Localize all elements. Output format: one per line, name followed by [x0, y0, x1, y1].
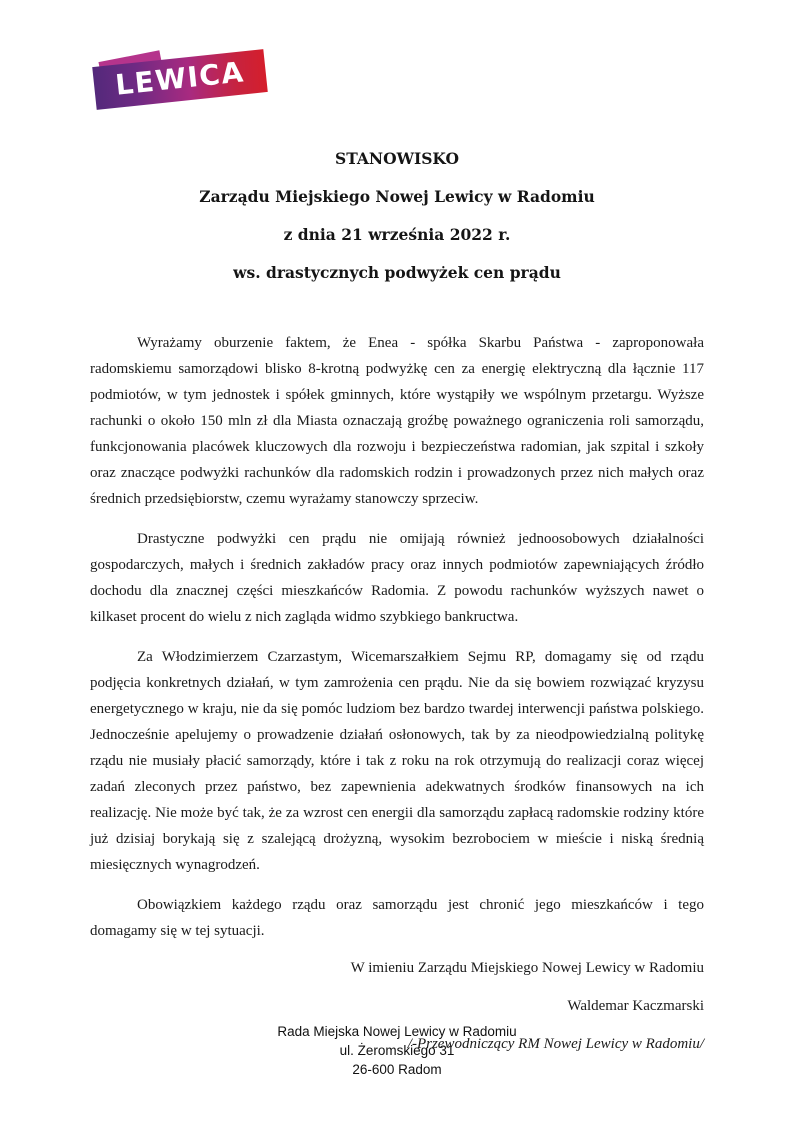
document-body	[90, 330, 704, 1072]
doc-subtitle-subject: ws. drastycznych podwyżek cen prądu	[233, 263, 561, 282]
signature-name: Waldemar Kaczmarski	[567, 998, 704, 1014]
signature-on-behalf: W imieniu Zarządu Miejskiego Nowej Lewicy w Radomiu	[350, 960, 704, 976]
doc-title: STANOWISKO	[335, 149, 459, 168]
footer-city: 26-600 Radom	[352, 1062, 442, 1077]
footer-street: ul. Żeromskiego 31	[339, 1043, 455, 1058]
lewica-logo-text: LEWICA	[113, 55, 247, 102]
footer-organization: Rada Miejska Nowej Lewicy w Radomiu	[277, 1024, 517, 1039]
lewica-logo	[88, 40, 283, 120]
doc-subtitle-date: z dnia 21 września 2022 r.	[283, 225, 511, 244]
paragraph-3: Za Włodzimierzem Czarzastym, Wicemarszałkiem Sejmu RP, domagamy się od rządu podjęcia konkretnych działań, w tym zamrożenia cen prądu. Nie da się bowiem rozwiązać kryzysu energetycznego w kraju, nie da się pomóc ludziom bez bardzo twardej interwencji państwa polskiego. Jednocześnie apelujemy o prowadzenie działań osłonowych, tak by za nieodpowiedzialną politykę rządu nie musiały płacić samorządy, które i tak z roku na rok otrzymują do realizacji coraz więcej zadań zleconych przez państwo, bez zapewnienia adekwatnych środków finansowych na ich realizację. Nie może być tak, że za wzrost cen energii dla samorządu zapłacą radomskie rodziny które już dzisiaj borykają się z szalejącą drożyzną, wysokim bezrobociem w mieście i niską średnią miesięcznych wynagrodzeń.	[90, 649, 704, 873]
signature-role: /-Przewodniczący RM Nowej Lewicy w Radomiu/	[407, 1036, 704, 1052]
paragraph-2: Drastyczne podwyżki cen prądu nie omijają również jednoosobowych działalności gospodarczych, małych i średnich zakładów pracy oraz innych podmiotów zapewniających źródło dochodu dla znacznej części mieszkańców Radomia. Z powodu rachunków wyższych nawet o kilkaset procent do wielu z nich zagląda widmo szybkiego bankructwa.	[90, 531, 704, 625]
paragraph-1: Wyrażamy oburzenie faktem, że Enea - spółka Skarbu Państwa - zaproponowała radomskiemu samorządowi blisko 8-krotną podwyżkę cen za energię elektryczną dla łącznie 117 podmiotów, w tym jednostek i spółek gminnych, które wystąpiły we wspólnym przetargu. Wyższe rachunki o około 150 mln zł dla Miasta oznaczają groźbę poważnego ograniczenia roli samorządu, funkcjonowania placówek kluczowych dla rozwoju i bezpieczeństwa radomian, jak szpital i szkoły oraz znaczące podwyżki rachunków dla radomskich rodzin i prowadzonych przez nich małych oraz średnich przedsiębiorstw, czemu wyrażamy stanowczy sprzeciw.	[90, 335, 704, 507]
doc-subtitle-issuer: Zarządu Miejskiego Nowej Lewicy w Radomiu	[199, 187, 595, 206]
footer-address	[0, 1022, 794, 1079]
paragraph-4: Obowiązkiem każdego rządu oraz samorządu jest chronić jego mieszkańców i tego domagamy się w tej sytuacji.	[90, 897, 704, 939]
document-headings	[90, 149, 704, 301]
